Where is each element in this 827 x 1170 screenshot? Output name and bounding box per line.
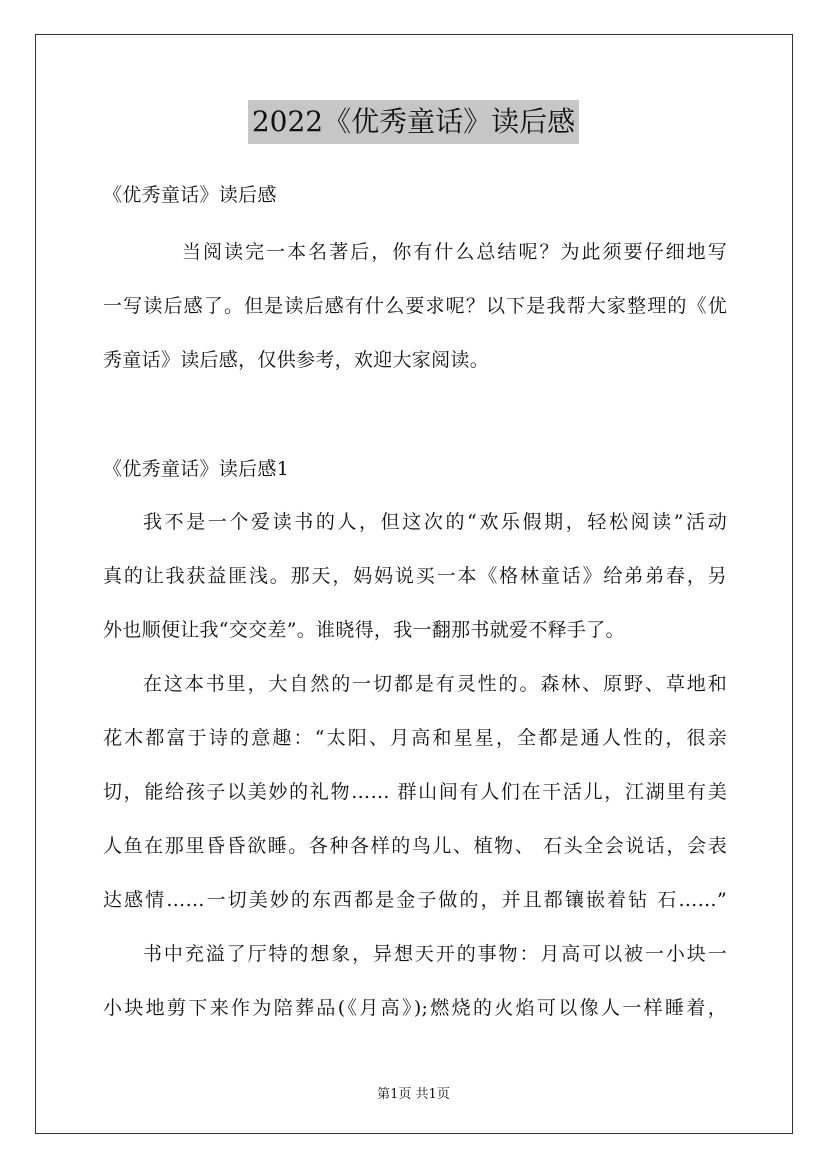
body-line-3: 外也顺便让我“交交差”。谁晓得，我一翻那书就爱不释手了。 bbox=[103, 619, 625, 641]
body-line-8: 达感情……一切美妙的东西都是金子做的，并且都镶嵌着钻 石……” bbox=[103, 889, 727, 911]
intro-line-1: 当阅读完一本名著后，你有什么总结呢？为此须要仔细地写 bbox=[182, 241, 727, 263]
intro-line-3: 秀童话》读后感，仅供参考，欢迎大家阅读。 bbox=[103, 349, 490, 371]
page-footer: 第1页 共1页 bbox=[377, 1087, 450, 1102]
document-title: 2022《优秀童话》读后感 bbox=[248, 100, 579, 144]
body-line-2: 真的让我获益匪浅。那天，妈妈说买一本《格林童话》给弟弟春，另 bbox=[103, 565, 727, 587]
body-line-7: 人鱼在那里昏昏欲睡。各种各样的鸟儿、植物、 石头全会说话，会表 bbox=[103, 835, 727, 857]
document-title-wrap bbox=[0, 100, 827, 144]
body-line-10: 小块地剪下来作为陪葬品(《月高》);燃烧的火焰可以像人一样睡着， bbox=[103, 997, 727, 1019]
body-line-5: 花木都富于诗的意趣：“太阳、月高和星星，全都是通人性的，很亲 bbox=[103, 727, 727, 749]
intro-line-2: 一写读后感了。但是读后感有什么要求呢？以下是我帮大家整理的《优 bbox=[103, 295, 727, 317]
section-heading: 《优秀童话》读后感1 bbox=[103, 458, 290, 480]
body-line-9: 书中充溢了厅特的想象，异想天开的事物：月高可以被一小块一 bbox=[143, 943, 727, 965]
body-line-6: 切，能给孩子以美妙的礼物…… 群山间有人们在干活儿，江湖里有美 bbox=[103, 781, 727, 803]
subtitle: 《优秀童话》读后感 bbox=[103, 184, 277, 206]
body-line-1: 我不是一个爱读书的人，但这次的“欢乐假期，轻松阅读”活动 bbox=[143, 511, 727, 533]
body-line-4: 在这本书里，大自然的一切都是有灵性的。森林、原野、草地和 bbox=[143, 673, 727, 695]
